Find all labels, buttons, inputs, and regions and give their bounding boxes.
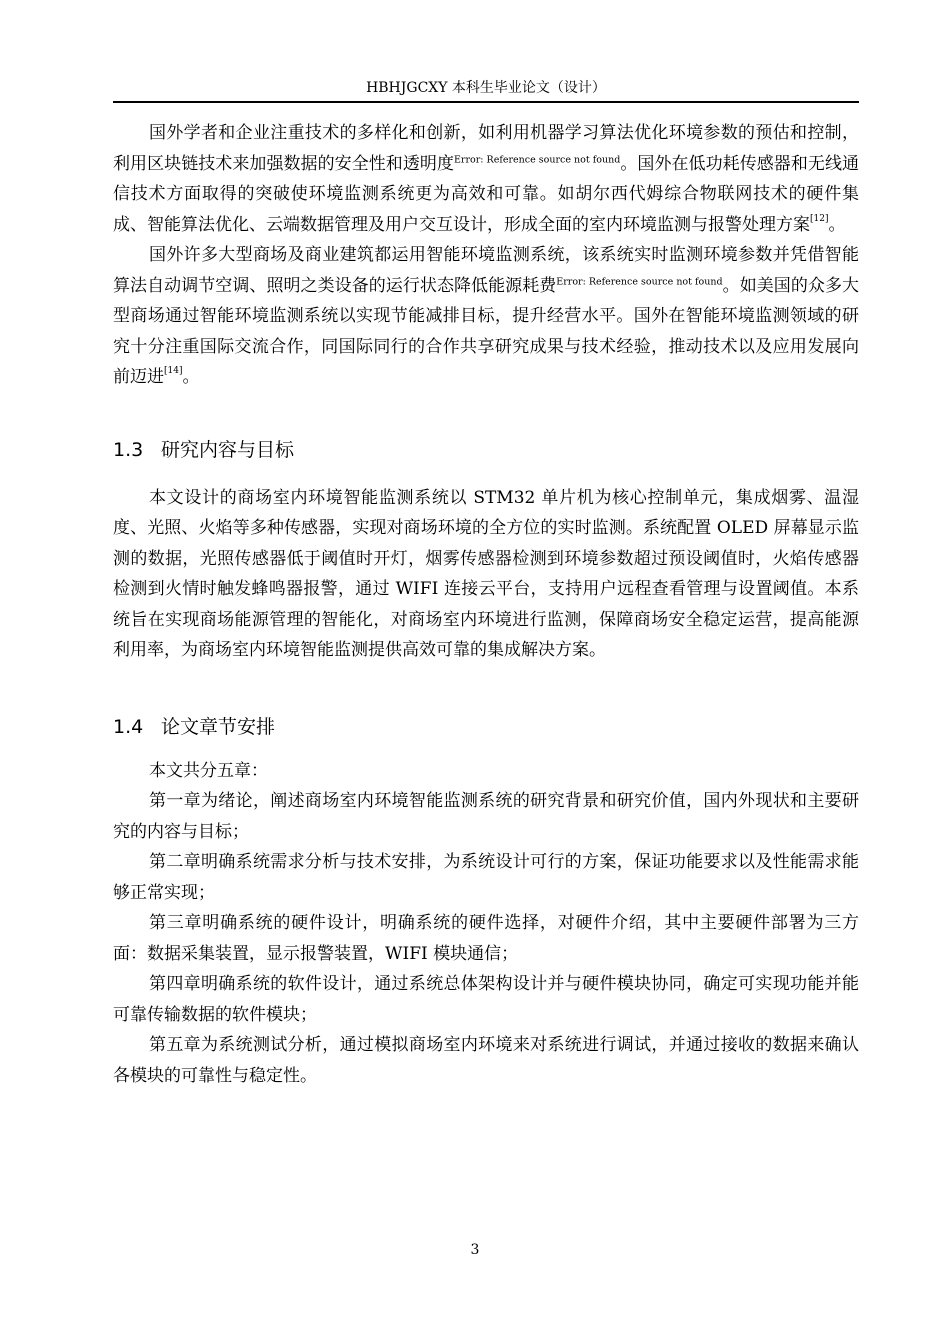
paragraph-chapter-4: 第四章明确系统的软件设计，通过系统总体架构设计并与硬件模块协同，确定可实现功能并能可靠传输数据的软件模块； xyxy=(113,974,859,1025)
section-number: 1.4 xyxy=(113,715,144,738)
paragraph-chapter-1: 第一章为绪论，阐述商场室内环境智能监测系统的研究背景和研究价值，国内外现状和主要研究的内容与目标； xyxy=(113,791,859,842)
paragraph-text: 国外许多大型商场及商业建筑都运用智能环境监测系统，该系统实时监测环境参数并凭借智能算法自动调节空调、照明之类设备的运行状态降低能源耗费 xyxy=(113,245,859,296)
paragraph-text: 。如美国的众多大型商场通过智能环境监测系统以实现节能减排目标，提升经营水平。国外在智能环境监测领域的研究十分注重国际交流合作，同国际同行的合作共享研究成果与技术经验，推动技术以及应用发展向前迈进 xyxy=(113,275,860,387)
paragraph-foreign-research-1 xyxy=(113,118,859,240)
page-number: 3 xyxy=(470,1242,480,1258)
section-heading-1-3 xyxy=(113,437,859,463)
paragraph-text: 。 xyxy=(828,214,846,235)
paragraph-text: 。国外在低功耗传感器和无线通信技术方面取得的突破使环境监测系统更为高效和可靠。如胡尔西代姆综合物联网技术的硬件集成、智能算法优化、云端数据管理及用户交互设计，形成全面的室内环境监测与报警处理方案 xyxy=(113,153,860,235)
paragraph-research-content: 本文设计的商场室内环境智能监测系统以 STM32 单片机为核心控制单元，集成烟雾、温湿度、光照、火焰等多种传感器，实现对商场环境的全方位的实时监测。系统配置 OLED 屏幕显示监测的数据，光照传感器低于阈值时开灯，烟雾传感器检测到环境参数超过预设阈值时，火焰传感器检测到火情时触发蜂鸣器报警，通过 WIFI 连接云平台，支持用户远程查看管理与设置阈值。本系统旨在实现商场能源管理的智能化，对商场室内环境进行监测，保障商场安全稳定运营，提高能源利用率，为商场室内环境智能监测提供高效可靠的集成解决方案。 xyxy=(113,487,859,660)
page-body xyxy=(113,118,859,1091)
citation: [14] xyxy=(164,366,183,377)
paragraph-chapter-5: 第五章为系统测试分析，通过模拟商场室内环境来对系统进行调试，并通过接收的数据来确认各模块的可靠性与稳定性。 xyxy=(113,1035,859,1086)
section-number: 1.3 xyxy=(113,438,144,461)
header-rule xyxy=(113,101,859,103)
paragraph-chapter-2: 第二章明确系统需求分析与技术安排，为系统设计可行的方案，保证功能要求以及性能需求能够正常实现； xyxy=(113,852,859,903)
paragraph-foreign-research-2 xyxy=(113,240,859,393)
section-title: 研究内容与目标 xyxy=(161,438,295,461)
page-header: HBHJGCXY 本科生毕业论文（设计） xyxy=(366,80,606,96)
paragraph-text: 。 xyxy=(182,367,200,387)
paragraph-text: 国外学者和企业注重技术的多样化和创新，如利用机器学习算法优化环境参数的预估和控制，利用区块链技术来加强数据的安全性和透明度 xyxy=(113,123,859,174)
reference-error: Error: Reference source not found xyxy=(556,275,723,287)
section-heading-1-4 xyxy=(113,714,859,740)
paragraph-chapter-3: 第三章明确系统的硬件设计，明确系统的硬件选择，对硬件介绍，其中主要硬件部署为三方面：数据采集装置，显示报警装置，WIFI 模块通信； xyxy=(113,913,859,964)
section-title: 论文章节安排 xyxy=(161,715,276,738)
citation: [12] xyxy=(810,213,829,224)
paragraph-chapter-intro: 本文共分五章： xyxy=(149,760,268,781)
reference-error: Error: Reference source not found xyxy=(454,153,621,165)
